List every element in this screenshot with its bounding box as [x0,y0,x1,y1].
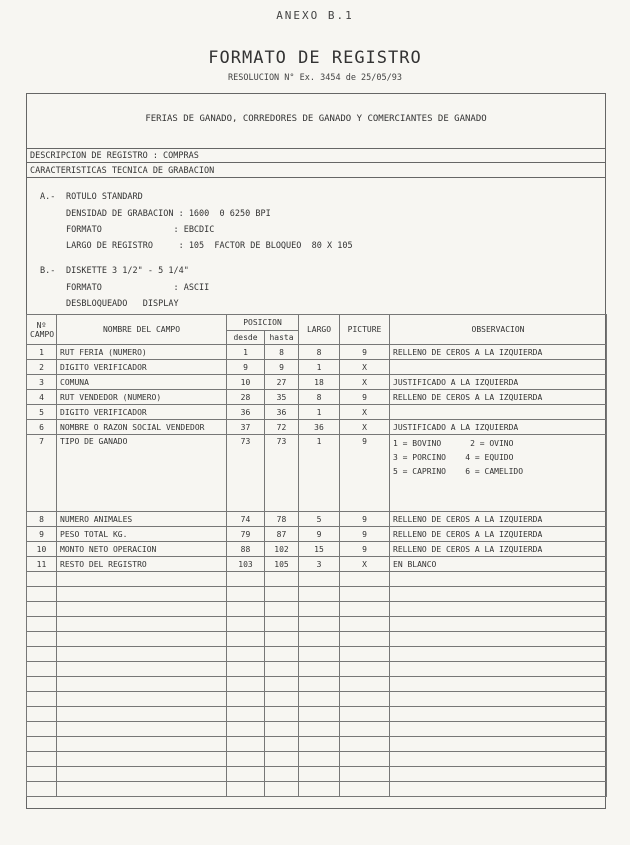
position-from: 88 [227,542,265,557]
blank-cell [227,602,265,617]
field-length: 5 [299,512,340,527]
header-picture: PICTURE [340,315,390,345]
observation-line: 1 = BOVINO 2 = OVINO [393,439,514,448]
field-table [26,314,607,797]
field-length: 1 [299,405,340,420]
position-to: 102 [265,542,299,557]
position-to: 9 [265,360,299,375]
annex-label: ANEXO B.1 [276,9,354,22]
position-to: 105 [265,557,299,572]
blank-cell [227,677,265,692]
page-title: FORMATO DE REGISTRO [208,48,422,68]
blank-row [27,572,607,587]
blank-cell [227,647,265,662]
blank-cell [227,722,265,737]
blank-cell [390,752,607,767]
blank-cell [299,737,340,752]
blank-row [27,692,607,707]
format-line: FORMATO : EBCDIC [66,225,215,235]
header-observation: OBSERVACION [390,315,607,345]
blank-cell [299,767,340,782]
position-to: 35 [265,390,299,405]
blank-cell [227,737,265,752]
divider [26,177,606,178]
blank-cell [265,677,299,692]
density-line: DENSIDAD DE GRABACION : 1600 0 6250 BPI [66,209,271,219]
table-row [27,375,607,390]
position-to: 27 [265,375,299,390]
blank-cell [340,587,390,602]
unblocked-line: DESBLOQUEADO DISPLAY [66,299,179,309]
field-length: 15 [299,542,340,557]
blank-row [27,767,607,782]
blank-row [27,722,607,737]
field-observation [390,360,607,375]
blank-cell [390,662,607,677]
position-from: 28 [227,390,265,405]
blank-cell [227,707,265,722]
blank-cell [265,572,299,587]
blank-cell [299,632,340,647]
blank-cell [390,617,607,632]
blank-cell [227,662,265,677]
field-picture: 9 [340,512,390,527]
position-from: 36 [227,405,265,420]
blank-cell [57,662,227,677]
blank-cell [27,662,57,677]
field-length: 18 [299,375,340,390]
blank-cell [227,692,265,707]
blank-cell [27,647,57,662]
header-from: desde [227,331,265,345]
table-row [27,542,607,557]
technical-heading: CARACTERISTICAS TECNICA DE GRABACION [30,166,215,176]
table-row [27,435,607,512]
blank-row [27,632,607,647]
position-to: 73 [265,435,299,512]
position-to: 87 [265,527,299,542]
header-to: hasta [265,331,299,345]
blank-cell [390,677,607,692]
blank-cell [27,617,57,632]
blank-cell [27,602,57,617]
field-number: 8 [27,512,57,527]
field-observation: RELLENO DE CEROS A LA IZQUIERDA [390,542,607,557]
position-from: 79 [227,527,265,542]
blank-cell [27,572,57,587]
blank-cell [27,692,57,707]
blank-cell [265,602,299,617]
blank-cell [57,752,227,767]
field-length: 9 [299,527,340,542]
blank-cell [265,647,299,662]
blank-cell [340,647,390,662]
field-name: RESTO DEL REGISTRO [57,557,227,572]
blank-cell [27,677,57,692]
field-number: 3 [27,375,57,390]
table-row [27,405,607,420]
field-length: 3 [299,557,340,572]
resolution-line: RESOLUCION N° Ex. 3454 de 25/05/93 [228,73,402,83]
blank-cell [57,587,227,602]
field-number: 5 [27,405,57,420]
blank-cell [390,632,607,647]
field-name: MONTO NETO OPERACION [57,542,227,557]
blank-row [27,662,607,677]
blank-cell [299,602,340,617]
blank-cell [340,782,390,797]
section-a-title: ROTULO STANDARD [66,192,143,202]
blank-cell [299,572,340,587]
blank-cell [57,647,227,662]
blank-cell [27,707,57,722]
field-name: COMUNA [57,375,227,390]
position-from: 10 [227,375,265,390]
field-picture: 9 [340,435,390,512]
divider [26,148,606,149]
blank-cell [57,782,227,797]
field-number: 6 [27,420,57,435]
field-name: NOMBRE O RAZON SOCIAL VENDEDOR [57,420,227,435]
blank-cell [390,767,607,782]
field-name: DIGITO VERIFICADOR [57,360,227,375]
field-picture: X [340,360,390,375]
table-row [27,360,607,375]
header-field-name: NOMBRE DEL CAMPO [57,315,227,345]
blank-cell [57,617,227,632]
record-description: DESCRIPCION DE REGISTRO : COMPRAS [30,151,199,161]
field-number: 1 [27,345,57,360]
blank-cell [390,722,607,737]
field-name: DIGITO VERIFICADOR [57,405,227,420]
field-name: NUMERO ANIMALES [57,512,227,527]
blank-cell [57,572,227,587]
blank-cell [299,722,340,737]
blank-cell [227,587,265,602]
blank-cell [340,722,390,737]
header-position: POSICION [227,315,299,331]
blank-cell [27,632,57,647]
position-from: 9 [227,360,265,375]
blank-cell [265,587,299,602]
blank-cell [57,632,227,647]
blank-cell [390,707,607,722]
field-observation: JUSTIFICADO A LA IZQUIERDA [390,420,607,435]
field-observation: RELLENO DE CEROS A LA IZQUIERDA [390,527,607,542]
blank-cell [390,587,607,602]
section-b-title: DISKETTE 3 1/2" - 5 1/4" [66,266,189,276]
blank-cell [265,632,299,647]
blank-cell [340,662,390,677]
field-name: RUT FERIA (NUMERO) [57,345,227,360]
table-row [27,420,607,435]
field-length: 1 [299,435,340,512]
blank-cell [57,737,227,752]
blank-cell [27,752,57,767]
blank-cell [265,692,299,707]
blank-cell [265,722,299,737]
field-length: 36 [299,420,340,435]
position-from: 73 [227,435,265,512]
blank-cell [57,677,227,692]
record-length-line: LARGO DE REGISTRO : 105 FACTOR DE BLOQUEO 80 X 105 [66,241,353,251]
blank-cell [340,692,390,707]
position-to: 36 [265,405,299,420]
field-number: 10 [27,542,57,557]
blank-row [27,677,607,692]
position-from: 37 [227,420,265,435]
blank-cell [340,767,390,782]
blank-cell [227,572,265,587]
position-from: 1 [227,345,265,360]
blank-row [27,752,607,767]
blank-cell [27,587,57,602]
blank-cell [340,737,390,752]
blank-cell [57,722,227,737]
blank-cell [265,617,299,632]
blank-row [27,737,607,752]
field-observation: JUSTIFICADO A LA IZQUIERDA [390,375,607,390]
position-from: 74 [227,512,265,527]
field-observation [390,405,607,420]
blank-cell [299,752,340,767]
field-name: TIPO DE GANADO [57,435,227,512]
field-length: 8 [299,345,340,360]
table-row [27,390,607,405]
field-number: 2 [27,360,57,375]
field-name: RUT VENDEDOR (NUMERO) [57,390,227,405]
position-to: 72 [265,420,299,435]
observation-line: 5 = CAPRINO 6 = CAMELIDO [393,467,524,476]
blank-cell [299,587,340,602]
blank-cell [340,677,390,692]
divider [26,162,606,163]
blank-cell [390,692,607,707]
blank-cell [27,767,57,782]
blank-cell [57,767,227,782]
blank-cell [299,707,340,722]
blank-row [27,587,607,602]
field-number: 4 [27,390,57,405]
blank-cell [390,647,607,662]
field-picture: 9 [340,390,390,405]
field-picture: 9 [340,345,390,360]
blank-row [27,707,607,722]
blank-cell [390,737,607,752]
blank-cell [265,752,299,767]
blank-cell [265,767,299,782]
blank-cell [340,707,390,722]
blank-cell [265,782,299,797]
field-observation: RELLENO DE CEROS A LA IZQUIERDA [390,512,607,527]
blank-cell [299,677,340,692]
field-length: 1 [299,360,340,375]
field-observation [390,435,607,512]
blank-cell [27,782,57,797]
field-picture: X [340,405,390,420]
field-name: PESO TOTAL KG. [57,527,227,542]
header-length: LARGO [299,315,340,345]
blank-cell [227,782,265,797]
position-to: 8 [265,345,299,360]
blank-cell [227,767,265,782]
field-picture: X [340,557,390,572]
document-banner: FERIAS DE GANADO, CORREDORES DE GANADO Y COMERCIANTES DE GANADO [145,114,487,124]
blank-cell [299,782,340,797]
blank-cell [265,707,299,722]
field-length: 8 [299,390,340,405]
field-number: 9 [27,527,57,542]
blank-cell [227,617,265,632]
field-number: 7 [27,435,57,512]
blank-cell [265,662,299,677]
blank-cell [227,632,265,647]
position-from: 103 [227,557,265,572]
field-observation: EN BLANCO [390,557,607,572]
blank-cell [265,737,299,752]
field-observation: RELLENO DE CEROS A LA IZQUIERDA [390,390,607,405]
section-b-label: B.- [40,266,56,276]
blank-cell [299,647,340,662]
blank-cell [299,692,340,707]
blank-cell [340,602,390,617]
field-number: 11 [27,557,57,572]
blank-cell [27,722,57,737]
section-a-label: A.- [40,192,56,202]
field-picture: 9 [340,542,390,557]
blank-cell [299,617,340,632]
blank-cell [57,692,227,707]
table-row [27,527,607,542]
blank-row [27,782,607,797]
blank-cell [340,752,390,767]
blank-cell [390,602,607,617]
table-row [27,512,607,527]
blank-row [27,602,607,617]
table-row [27,345,607,360]
position-to: 78 [265,512,299,527]
blank-cell [227,752,265,767]
blank-cell [390,782,607,797]
blank-cell [57,602,227,617]
diskette-format-line: FORMATO : ASCII [66,283,210,293]
blank-row [27,617,607,632]
blank-cell [340,617,390,632]
blank-row [27,647,607,662]
blank-cell [340,572,390,587]
table-row [27,557,607,572]
field-picture: X [340,375,390,390]
blank-cell [57,707,227,722]
blank-cell [390,572,607,587]
blank-cell [27,737,57,752]
header-field-number: Nº CAMPO [27,315,57,345]
blank-cell [340,632,390,647]
observation-line: 3 = PORCINO 4 = EQUIDO [393,453,514,462]
field-picture: 9 [340,527,390,542]
field-picture: X [340,420,390,435]
field-observation: RELLENO DE CEROS A LA IZQUIERDA [390,345,607,360]
blank-cell [299,662,340,677]
